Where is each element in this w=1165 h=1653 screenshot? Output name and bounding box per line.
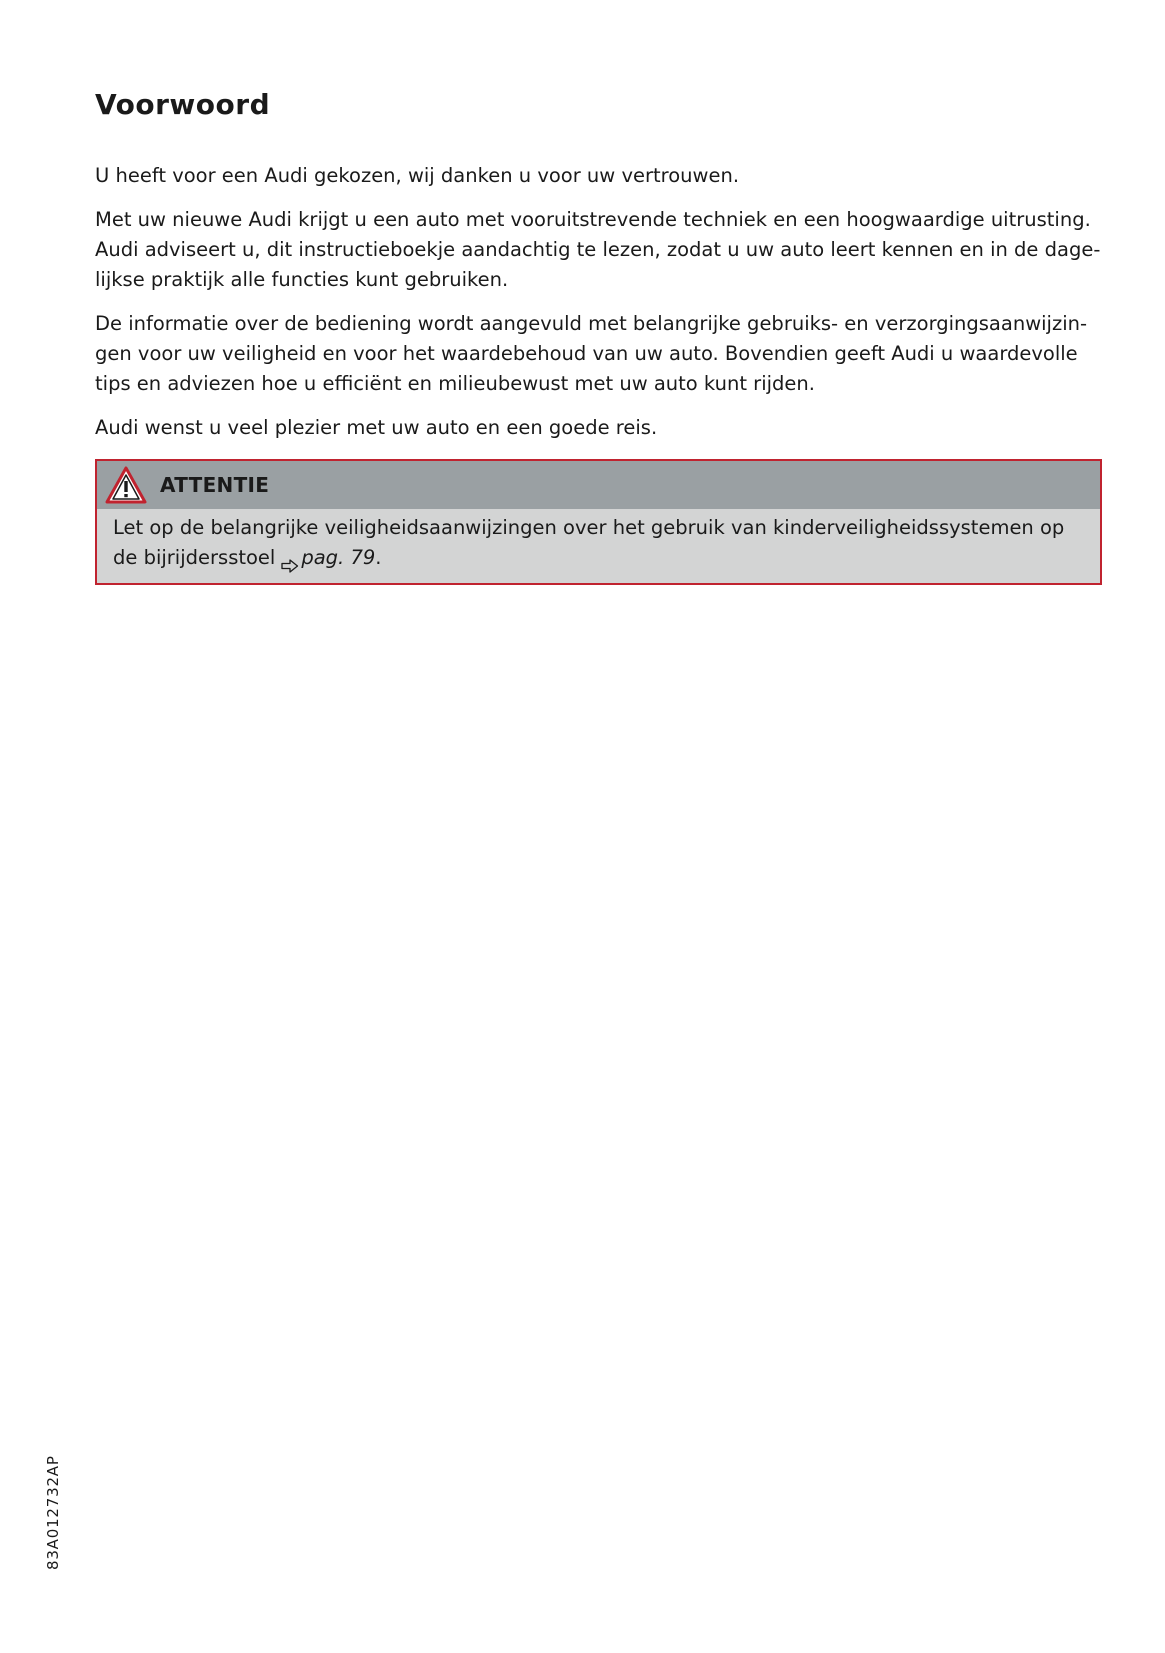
warning-text-suffix: . [375,546,382,569]
warning-box [95,459,1102,585]
paragraph: Met uw nieuwe Audi krijgt u een auto met vooruitstrevende techniek en een hoogwaardige uitrusting. Audi adviseert u, dit instructieboekje aandachtig te lezen, zodat u uw auto leert kennen en in de dagelijkse praktijk alle functies kunt gebruiken. [95,208,1101,291]
warning-title: ATTENTIE [160,473,270,497]
warning-body [97,509,1100,583]
paragraph: U heeft voor een Audi gekozen, wij danken u voor uw vertrouwen. [95,164,740,187]
paragraph: Audi wenst u veel plezier met uw auto en een goede reis. [95,416,658,439]
page-content [95,88,1103,585]
warning-triangle-icon [105,466,147,504]
page-title: Voorwoord [95,88,271,121]
document-code: 83A012732AP [44,1455,62,1570]
arrow-right-outline-icon [281,552,299,566]
warning-text: Let op de belangrijke veiligheidsaanwijzingen over het gebruik van kinderveiligheidssystemen op de bijrijdersstoel [113,516,1065,569]
paragraph: De informatie over de bediening wordt aangevuld met belangrijke gebruiks- en verzorgingsaanwijzingen voor uw veiligheid en voor het waardebehoud van uw auto. Bovendien geeft Audi u waardevolle tips en adviezen hoe u efficiënt en milieubewust met uw auto kunt rijden. [95,312,1088,395]
page-reference-link[interactable]: pag. 79 [301,546,376,569]
warning-header [97,461,1100,509]
